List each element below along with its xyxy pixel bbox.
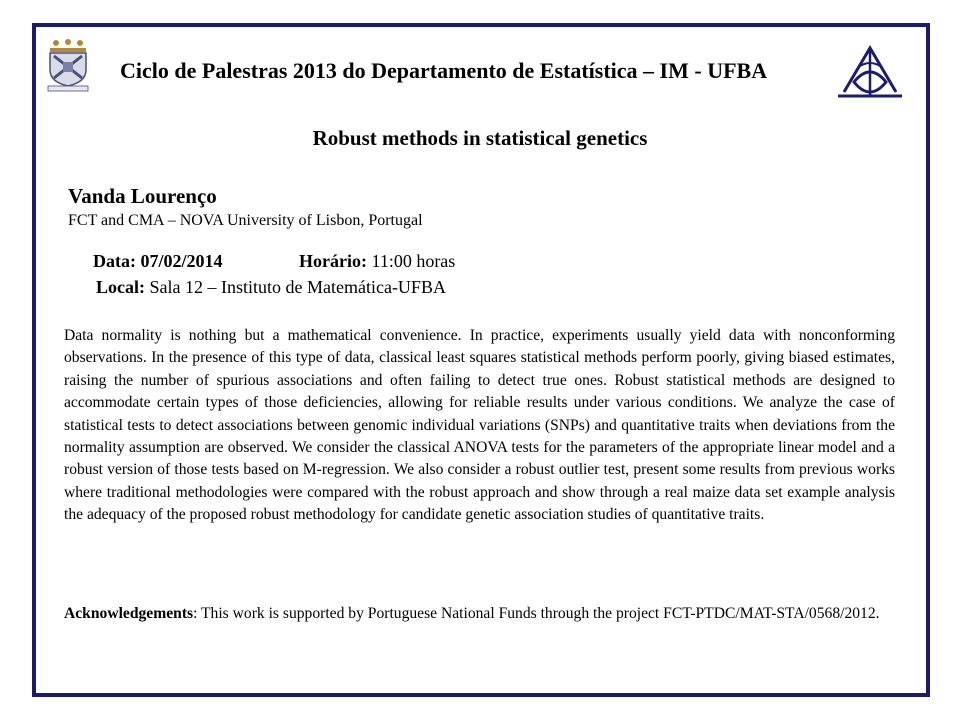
date-row (93, 251, 223, 272)
acknowledgements-text: : This work is supported by Portuguese National Funds through the project FCT-PTDC/MAT-STA/0568/2012. (193, 605, 880, 622)
place-value: Sala 12 – Instituto de Matemática-UFBA (149, 277, 446, 297)
time-value: 11:00 horas (371, 251, 456, 271)
speaker-name: Vanda Lourenço (68, 184, 217, 208)
time-label: Horário: (299, 251, 367, 271)
date-label: Data: (93, 251, 136, 271)
acknowledgements-label: Acknowledgements (64, 605, 194, 622)
acknowledgements-paragraph (64, 603, 895, 625)
talk-title: Robust methods in statistical genetics (312, 126, 648, 150)
time-row (299, 251, 455, 272)
abstract-paragraph: Data normality is nothing but a mathematical convenience. In practice, experiments usually yield data with nonconforming observations. In the presence of this type of data, classical least squares statistical methods perform poorly, giving biased estimates, raising the number of spurious associations and often failing to detect true ones. Robust statistical methods are designed to accommodate certain types of those deficiencies, allowing for reliable results under various conditions. We analyze the case of statistical tests to detect associations between genomic individual variations (SNPs) and quantitative traits when deviations from the normality assumption are observed. We consider the classical ANOVA tests for the parameters of the appropriate linear model and a robust version of those tests based on M-regression. We also consider a robust outlier test, present some results from previous works where traditional methodologies were compared with the robust approach and show through a real maize data set example analysis the adequacy of the proposed robust methodology for candidate genetic association studies of quantitative traits. (64, 327, 895, 524)
place-label: Local: (96, 277, 145, 297)
university-crest-logo (44, 38, 92, 92)
date-value: 07/02/2014 (140, 251, 223, 271)
place-row (96, 277, 446, 298)
speaker-affiliation: FCT and CMA – NOVA University of Lisbon, Portugal (68, 212, 423, 229)
department-logo (834, 42, 906, 100)
header-title: Ciclo de Palestras 2013 do Departamento de Estatística – IM - UFBA (120, 58, 768, 83)
